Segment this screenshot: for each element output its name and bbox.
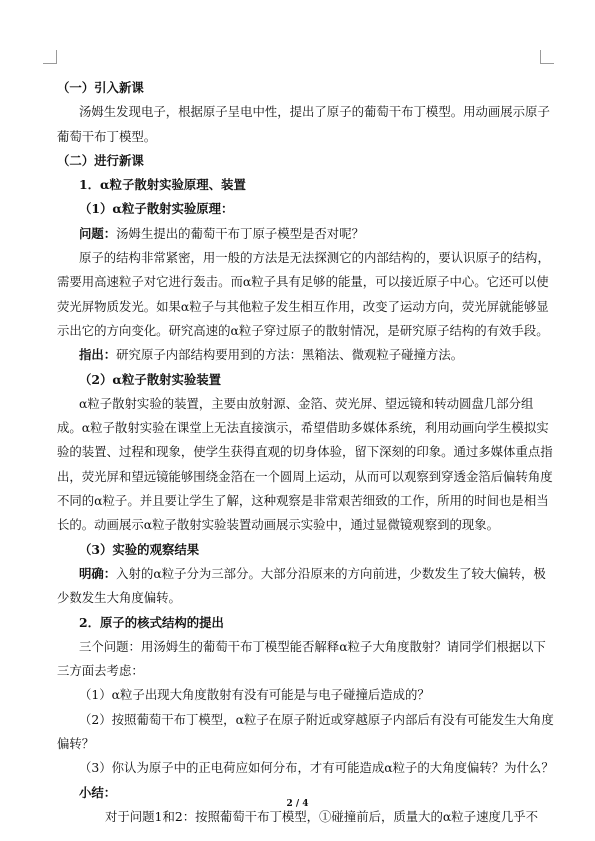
line-text: 对于问题1和2：按照葡萄干布丁模型，①碰撞前后，质量大的α粒子速度几乎不 [105, 808, 539, 824]
crop-mark-top-right [540, 50, 554, 64]
text-line [57, 562, 546, 586]
line-text: （3）实验的观察结果 [79, 541, 200, 557]
document-body [57, 76, 554, 829]
line-text: 1．α粒子散射实验原理、装置 [79, 177, 246, 193]
text-line [57, 489, 549, 513]
text-line [57, 76, 543, 100]
line-text: 原子的结构非常紧密，用一般的方法是无法探测它的内部结构的，要认识原子的结构， [79, 250, 550, 266]
line-text: 偏转？ [57, 736, 95, 752]
crop-mark-top-left [43, 50, 57, 64]
text-line [57, 683, 543, 707]
inline-label: 指出： [79, 347, 117, 363]
text-line [57, 538, 543, 562]
line-text: 少数发生大角度偏转。 [57, 590, 181, 606]
text-line [57, 197, 543, 221]
text-line [57, 513, 543, 537]
text-line [57, 149, 543, 173]
text-line [57, 708, 554, 732]
line-text: 长的。动画展示α粒子散射实验装置动画展示实验中，通过显微镜观察到的现象。 [57, 517, 500, 533]
text-line [57, 392, 543, 416]
page-number: 2 / 4 [286, 799, 309, 809]
text-line [57, 659, 543, 683]
line-text: 三个问题：用汤姆生的葡萄干布丁模型能否解释α粒子大角度散射？请同学们根据以下 [79, 638, 546, 654]
text-line [57, 246, 550, 270]
line-text: 葡萄干布丁模型。 [57, 128, 157, 144]
line-text: 示出它的方向变化。研究高速的α粒子穿过原子的散射情况，是研究原子结构的有效手段。 [57, 322, 549, 338]
line-text: （2）按照葡萄干布丁模型，α粒子在原子附近或穿越原子内部后有没有可能发生大角度 [79, 711, 554, 727]
line-text: 成。α粒子散射实验在课堂上无法直接演示，希望借助多媒体系统，利用动画向学生模拟实 [57, 420, 549, 436]
line-text: 小结： [79, 784, 117, 800]
text-line [57, 173, 543, 197]
line-text: 入射的α粒子分为三部分。大部分沿原来的方向前进，少数发生了较大偏转，极 [116, 565, 546, 581]
text-line [57, 222, 543, 246]
text-line [57, 440, 553, 464]
line-text: 需要用高速粒子对它进行轰击。而α粒子具有足够的能量，可以接近原子中心。它还可以使 [57, 274, 549, 290]
line-text: 验的装置、过程和现象，使学生获得直观的切身体验，留下深刻的印象。通过多媒体重点指 [57, 444, 553, 460]
inline-label: 明确： [79, 565, 117, 581]
line-text: （一）引入新课 [57, 80, 144, 95]
line-text: 汤姆生发现电子，根据原子呈电中性，提出了原子的葡萄干布丁模型。用动画展示原子 [79, 104, 550, 120]
line-text: （二）进行新课 [57, 152, 144, 168]
inline-label: 问题： [79, 225, 117, 241]
line-text: α粒子散射实验的装置，主要由放射源、金箔、荧光屏、望远镜和转动圆盘几部分组 [79, 395, 534, 411]
line-text: （1）α粒子出现大角度散射有没有可能是与电子碰撞后造成的？ [79, 687, 430, 703]
text-line [57, 125, 543, 149]
line-text: （1）α粒子散射实验原理： [79, 201, 234, 217]
text-line [57, 465, 553, 489]
line-text: 三方面去考虑： [57, 663, 144, 679]
text-line [57, 732, 543, 756]
line-text: 荧光屏物质发光。如果α粒子与其他粒子发生相互作用，改变了运动方向，荧光屏就能够显 [57, 298, 549, 314]
line-text: （2）α粒子散射实验装置 [79, 371, 222, 387]
text-line [57, 270, 549, 294]
text-line [57, 100, 550, 124]
text-line [57, 295, 549, 319]
text-line [57, 319, 549, 343]
line-text: 2．原子的核式结构的提出 [79, 614, 224, 630]
text-line [57, 611, 543, 635]
line-text: 出，荧光屏和望远镜能够围绕金箔在一个圆周上运动，从而可以观察到穿透金箔后偏转角度 [57, 468, 553, 484]
text-line [57, 416, 549, 440]
text-line [57, 343, 543, 367]
line-text: 不同的α粒子。并且要让学生了解，这种观察是非常艰苦细致的工作，所用的时间也是相当 [57, 493, 549, 509]
text-line [57, 586, 543, 610]
text-line [57, 635, 546, 659]
text-line [57, 756, 554, 780]
line-text: 研究原子内部结构要用到的方法：黑箱法、微观粒子碰撞方法。 [116, 347, 464, 363]
text-line [57, 368, 543, 392]
line-text: 汤姆生提出的葡萄干布丁原子模型是否对呢？ [116, 225, 364, 241]
line-text: （3）你认为原子中的正电荷应如何分布，才有可能造成α粒子的大角度偏转？为什么？ [79, 760, 554, 776]
